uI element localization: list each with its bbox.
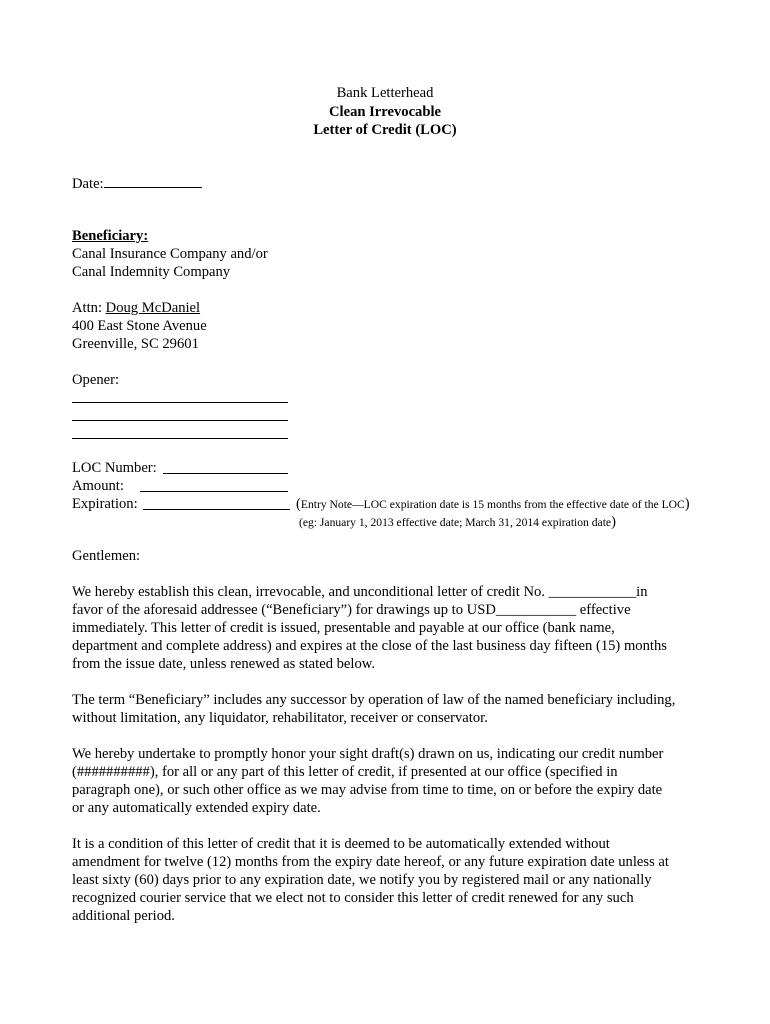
expiration-blank [143, 509, 290, 510]
attn-row [72, 299, 200, 317]
paragraph4-line1: It is a condition of this letter of credit that it is deemed to be automatically extended without [72, 836, 610, 852]
paragraph4-line5: additional period. [72, 908, 175, 924]
paragraph1-line2: favor of the aforesaid addressee (“Beneficiary”) for drawings up to USD___________ effective [72, 602, 631, 618]
paragraph1-line1: We hereby establish this clean, irrevocable, and unconditional letter of credit No. ____________in [72, 584, 648, 600]
amount-label: Amount: [72, 478, 124, 494]
paragraph2-line1: The term “Beneficiary” includes any successor by operation of law of the named beneficiary including, [72, 692, 676, 708]
expiration-label: Expiration: [72, 496, 138, 512]
address-line2: Greenville, SC 29601 [72, 336, 199, 352]
entry-note-line2 [299, 513, 616, 532]
letter-header [0, 84, 770, 140]
document-title-line1: Clean Irrevocable [329, 103, 441, 120]
paragraph1-line5: from the issue date, unless renewed as stated below. [72, 656, 375, 672]
entry-note-close-paren: ) [684, 496, 690, 512]
loc-number-label: LOC Number: [72, 460, 157, 476]
loc-number-row [72, 459, 157, 477]
paragraph3-line1: We hereby undertake to promptly honor your sight draft(s) drawn on us, indicating our credit number [72, 746, 664, 762]
beneficiary-line2: Canal Indemnity Company [72, 264, 231, 280]
date-blank [104, 173, 202, 188]
document-title-line2: Letter of Credit (LOC) [313, 122, 457, 138]
address-line1: 400 East Stone Avenue [72, 318, 207, 334]
opener-blank-line-1 [72, 402, 288, 403]
entry-note-open-paren: ( [296, 496, 301, 512]
paragraph3-line3: paragraph one), or such other office as we may advise from time to time, on or before the expiry date [72, 782, 663, 798]
entry-note-line1 [296, 495, 690, 514]
amount-row [72, 477, 124, 495]
entry-note-example: (eg: January 1, 2013 effective date; March 31, 2014 expiration date [299, 516, 612, 529]
date-label: Date: [72, 176, 104, 192]
opener-blank-line-3 [72, 438, 288, 439]
paragraph1-line4: department and complete address) and expires at the close of the last business day fifteen (15) months [72, 638, 667, 654]
paragraph4-line3: least sixty (60) days prior to any expiration date, we notify you by registered mail or any nationally [72, 872, 652, 888]
paragraph3-line2: (##########), for all or any part of this letter of credit, if presented at our office (specified in [72, 764, 618, 780]
opener-blank-line-2 [72, 420, 288, 421]
paragraph3-line4: or any automatically extended expiry date. [72, 800, 321, 816]
expiration-row [72, 495, 138, 513]
entry-note-text: Entry Note—LOC expiration date is 15 months from the effective date of the LOC [300, 498, 685, 511]
beneficiary-heading: Beneficiary: [72, 228, 149, 244]
salutation: Gentlemen: [72, 548, 141, 564]
paragraph4-line2: amendment for twelve (12) months from the expiry date hereof, or any future expiration date unless at [72, 854, 669, 870]
entry-note-example-close-paren: ) [611, 514, 616, 530]
loc-number-blank [163, 473, 288, 474]
attn-label: Attn: [72, 300, 106, 316]
paragraph4-line4: recognized courier service that we elect not to consider this letter of credit renewed for any such [72, 890, 634, 906]
amount-blank [140, 491, 288, 492]
beneficiary-line1: Canal Insurance Company and/or [72, 246, 268, 262]
date-row [72, 173, 202, 193]
attn-name: Doug McDaniel [105, 300, 201, 316]
opener-label: Opener: [72, 372, 120, 388]
paragraph2-line2: without limitation, any liquidator, rehabilitator, receiver or conservator. [72, 710, 488, 726]
paragraph1-line3: immediately. This letter of credit is issued, presentable and payable at our office (bank name, [72, 620, 615, 636]
bank-letterhead-line: Bank Letterhead [336, 85, 434, 101]
